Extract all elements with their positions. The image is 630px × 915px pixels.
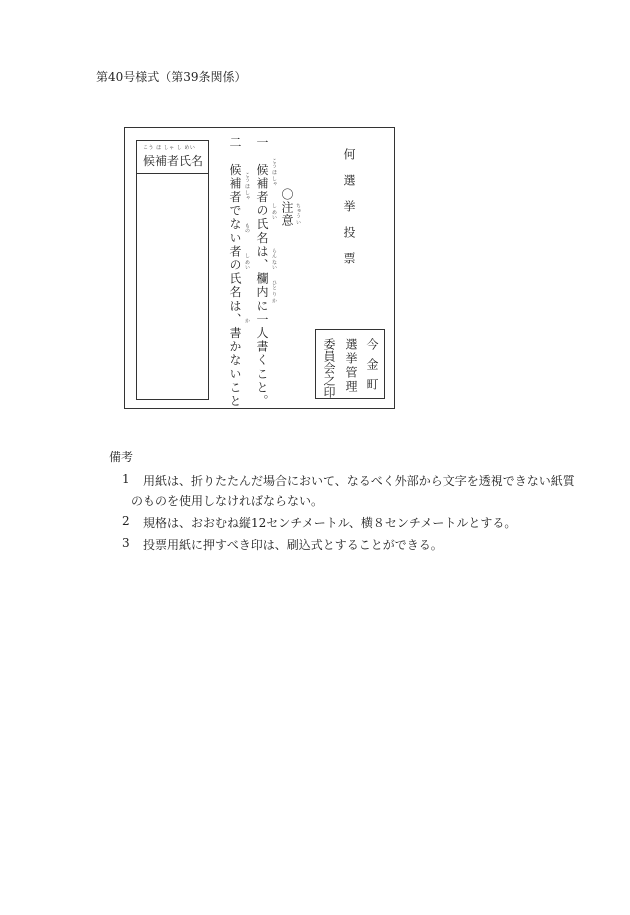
election-board-seal [315,329,385,399]
remark-2-text: 規格は、おおむね縦12センチメートル、横８センチメートルとする。 [143,516,517,530]
remark-2-number: 2 [122,514,130,528]
instruction-line-1-ruby-3: らん ない [271,248,277,270]
remark-1-continuation: のものを使用しなければならない。 [131,494,324,508]
ballot-form [124,127,395,409]
instruction-line-2-ruby-1: こう ほ しゃ [244,172,250,201]
remark-3-text: 投票用紙に押すべき印は、刷込式とすることができる。 [143,538,443,552]
remarks-title: 備考 [109,450,134,464]
ballot-title: 何選挙投票 [342,148,356,278]
candidate-name-write-area[interactable] [137,174,208,400]
instruction-line-2-ruby-2: もの [244,223,250,233]
instruction-line-1: 一 候補者の氏名は、欄内に一人書くこと。 [255,136,269,408]
caution-ruby: ちゅう い [295,203,301,225]
seal-col-2: 選挙管理 [344,338,358,394]
instruction-line-2: 二 候補者でない者の氏名は、書かないこと [228,136,242,408]
instruction-line-1-ruby-4: ひと り か [271,280,277,304]
candidate-name-box [136,140,209,400]
candidate-name-header [137,141,208,174]
remark-3-number: 3 [122,536,130,550]
seal-col-1: 今金町 [365,338,379,398]
candidate-name-label: 候補者氏名 [143,154,204,168]
caution-heading: 〇注意 [280,188,294,227]
seal-col-3: 委員会之印 [322,338,336,398]
form-title: 第40号様式（第39条関係） [96,70,247,84]
instruction-line-1-ruby-1: こう ほ しゃ [271,158,277,187]
remark-1-number: 1 [122,472,130,486]
instruction-line-2-ruby-4: か [244,318,250,323]
remark-1-text: 用紙は、折りたたんだ場合において、なるべく外部から文字を透視できない紙質 [143,474,575,488]
candidate-name-ruby: こう ほ しゃ し めい [143,145,196,151]
instruction-line-2-ruby-3: し めい [244,253,250,270]
instruction-line-1-ruby-2: し めい [271,203,277,220]
